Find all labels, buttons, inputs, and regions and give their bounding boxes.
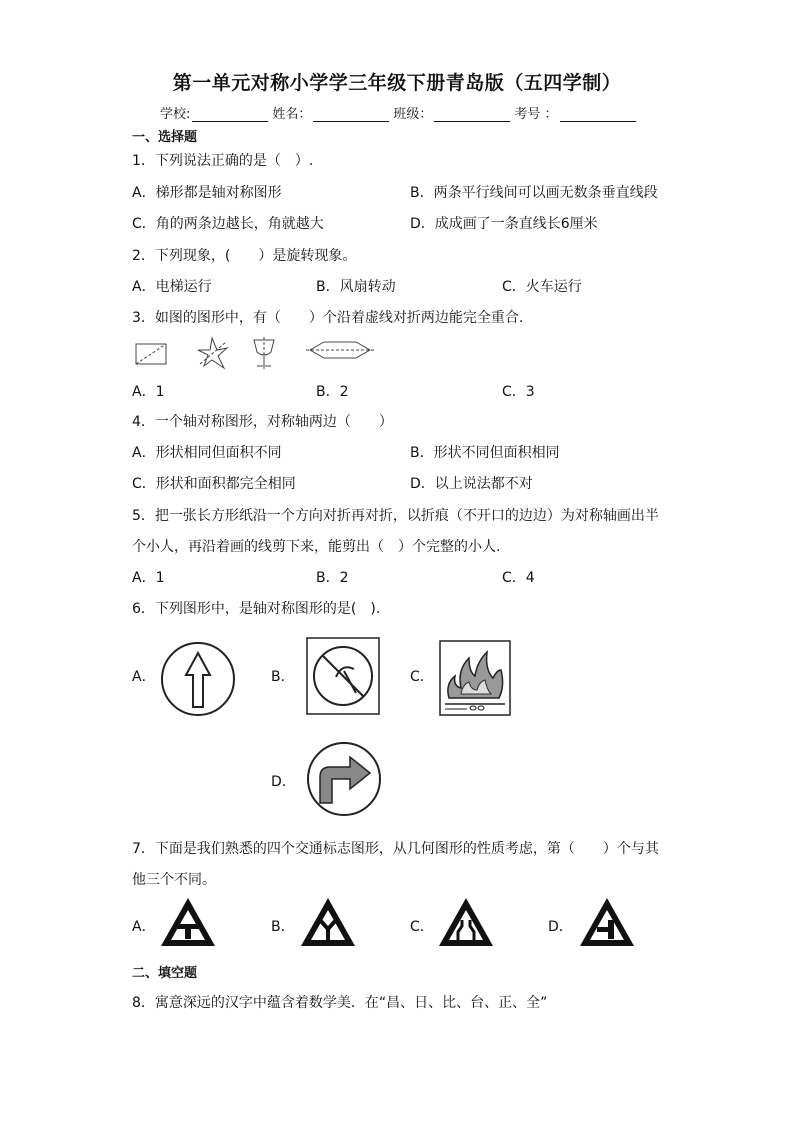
name-label: 姓名： <box>272 107 312 122</box>
rectangle-diagonal-figure <box>136 344 166 364</box>
q1-option-a[interactable]: A．梯形都是轴对称图形 <box>132 185 282 201</box>
q7-option-d-label[interactable]: D． <box>548 919 573 935</box>
q8-stem: 8．寓意深远的汉字中蕴含着数学美．在“昌、日、比、台、正、全” <box>132 995 548 1011</box>
page-title: 第一单元对称小学学三年级下册青岛版（五四学制） <box>172 72 622 94</box>
q7-y-junction-sign[interactable] <box>299 896 357 948</box>
class-field[interactable] <box>434 107 510 122</box>
q3-figures <box>134 336 374 370</box>
q4-option-a[interactable]: A．形状相同但面积不同 <box>132 445 282 461</box>
q5-stem-line1: 5．把一张长方形纸沿一个方向对折再对折，以折痕（不开口的边边）为对称轴画出半 <box>132 508 659 524</box>
q5-option-b[interactable]: B．2 <box>316 570 349 586</box>
q4-option-c[interactable]: C．形状和面积都完全相同 <box>132 476 296 492</box>
hexagon-figure <box>306 342 374 358</box>
exam-no-label: 考号 ： <box>514 107 558 122</box>
q6-option-b-label[interactable]: B． <box>271 669 295 685</box>
section-fill-heading: 二、填空题 <box>132 966 198 981</box>
q6-up-arrow-sign[interactable] <box>160 641 236 717</box>
q6-option-c-label[interactable]: C． <box>410 669 434 685</box>
q7-option-a-label[interactable]: A． <box>132 919 156 935</box>
q5-option-c[interactable]: C．4 <box>502 570 535 586</box>
q4-stem: 4．一个轴对称图形，对称轴两边（ ） <box>132 414 393 430</box>
section-choice-heading: 一、选择题 <box>132 130 198 145</box>
q5-option-a[interactable]: A．1 <box>132 570 165 586</box>
q4-option-d[interactable]: D．以上说法都不对 <box>410 476 533 492</box>
q3-option-c[interactable]: C．3 <box>502 384 535 400</box>
q1-stem: 1．下列说法正确的是（ ）. <box>132 153 314 169</box>
q7-side-road-sign[interactable] <box>578 896 636 948</box>
q3-stem: 3．如图的图形中，有（ ）个沿着虚线对折两边能完全重合. <box>132 310 524 326</box>
school-field[interactable] <box>192 107 268 122</box>
q7-stem-line1: 7．下面是我们熟悉的四个交通标志图形，从几何图形的性质考虑，第（ ）个与其 <box>132 841 659 857</box>
q7-road-narrows-sign[interactable] <box>437 896 495 948</box>
q7-t-junction-sign[interactable] <box>159 896 217 948</box>
q1-option-c[interactable]: C．角的两条边越长，角就越大 <box>132 216 324 232</box>
q4-option-b[interactable]: B．形状不同但面积相同 <box>410 445 560 461</box>
school-label: 学校: <box>160 107 191 122</box>
q7-option-c-label[interactable]: C． <box>410 919 434 935</box>
q6-right-turn-sign[interactable] <box>306 741 382 817</box>
q7-stem-line2: 他三个不同。 <box>132 872 216 888</box>
q3-option-b[interactable]: B．2 <box>316 384 349 400</box>
q6-no-sickle-sign[interactable] <box>306 637 380 715</box>
q5-stem-line2: 个小人，再沿着画的线剪下来，能剪出（ ）个完整的小人. <box>132 539 501 555</box>
q2-option-b[interactable]: B．风扇转动 <box>316 279 396 295</box>
q2-stem: 2．下列现象，( ）是旋转现象。 <box>132 248 357 264</box>
exam-no-field[interactable] <box>560 107 636 122</box>
q6-option-d-label[interactable]: D． <box>271 774 296 790</box>
q2-option-a[interactable]: A．电梯运行 <box>132 279 212 295</box>
trophy-figure <box>254 337 274 369</box>
q6-stem: 6．下列图形中，是轴对称图形的是( ). <box>132 601 381 617</box>
q1-option-d[interactable]: D．成成画了一条直线长6厘米 <box>410 216 598 232</box>
q6-option-a-label[interactable]: A． <box>132 669 156 685</box>
student-info-row <box>160 103 640 122</box>
name-field[interactable] <box>313 107 389 122</box>
q2-option-c[interactable]: C．火车运行 <box>502 279 582 295</box>
q1-option-b[interactable]: B．两条平行线间可以画无数条垂直线段 <box>410 185 658 201</box>
q6-fire-sign[interactable] <box>439 640 511 716</box>
q3-option-a[interactable]: A．1 <box>132 384 165 400</box>
class-label: 班级： <box>393 107 433 122</box>
q7-option-b-label[interactable]: B． <box>271 919 295 935</box>
pinwheel-figure <box>198 338 227 368</box>
